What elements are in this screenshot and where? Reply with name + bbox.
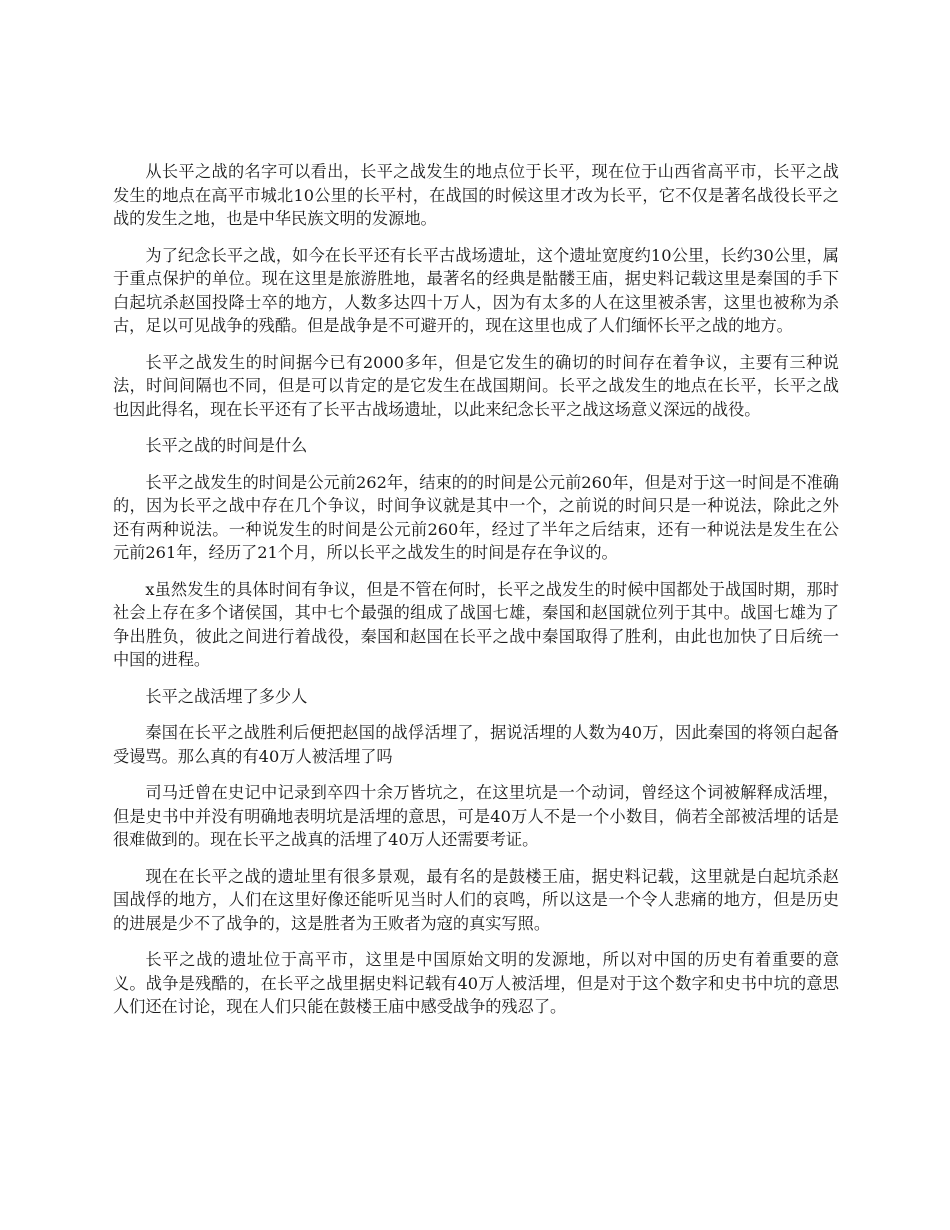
paragraph-7: 司马迁曾在史记中记录到卒四十余万皆坑之，在这里坑是一个动词，曾经这个词被解释成活埋，但是史书中并没有明确地表明坑是活埋的意思，可是40万人不是一个小数目，倘若全部被活埋的话是很难做到的。现在长平之战真的活埋了40万人还需要考证。 [113,783,839,849]
document-body [113,160,839,1032]
paragraph-9: 长平之战的遗址位于高平市，这里是中国原始文明的发源地，所以对中国的历史有着重要的意义。战争是残酷的，在长平之战里据史料记载有40万人被活埋，但是对于这个数字和史书中坑的意思人们还在讨论，现在人们只能在鼓楼王庙中感受战争的残忍了。 [113,950,839,1016]
section-heading-time: 长平之战的时间是什么 [145,436,308,455]
paragraph-1: 从长平之战的名字可以看出，长平之战发生的地点位于长平，现在位于山西省高平市，长平之战发生的地点在高平市城北10公里的长平村，在战国的时候这里才改为长平，它不仅是著名战役长平之战的发生之地，也是中华民族文明的发源地。 [113,162,839,228]
paragraph-6: 秦国在长平之战胜利后便把赵国的战俘活埋了，据说活埋的人数为40万，因此秦国的将领白起备受谩骂。那么真的有40万人被活埋了吗 [113,723,839,766]
paragraph-8: 现在在长平之战的遗址里有很多景观，最有名的是鼓楼王庙，据史料记载，这里就是白起坑杀赵国战俘的地方，人们在这里好像还能听见当时人们的哀鸣，所以这是一个令人悲痛的地方，但是历史的进展是少不了战争的，这是胜者为王败者为寇的真实写照。 [113,866,839,933]
paragraph-2: 为了纪念长平之战，如今在长平还有长平古战场遗址，这个遗址宽度约10公里，长约30公里，属于重点保护的单位。现在这里是旅游胜地，最著名的经典是骷髅王庙，据史料记载这里是秦国的手下白起坑杀赵国投降士卒的地方，人数多达四十万人，因为有太多的人在这里被杀害，这里也被称为杀古，足以可见战争的残酷。但是战争是不可避开的，现在这里也成了人们缅怀长平之战的地方。 [113,245,839,335]
paragraph-4: 长平之战发生的时间是公元前262年，结束的的时间是公元前260年，但是对于这一时间是不准确的，因为长平之战中存在几个争议，时间争议就是其中一个，之前说的时间只是一种说法，除此之外还有两种说法。一种说发生的时间是公元前260年，经过了半年之后结束，还有一种说法是发生在公元前261年，经历了21个月，所以长平之战发生的时间是存在争议的。 [113,472,839,562]
section-heading-buried: 长平之战活埋了多少人 [145,686,308,706]
paragraph-5: x虽然发生的具体时间有争议，但是不管在何时，长平之战发生的时候中国都处于战国时期，那时社会上存在多个诸侯国，其中七个最强的组成了战国七雄，秦国和赵国就位列于其中。战国七雄为了争出胜负，彼此之间进行着战役，秦国和赵国在长平之战中秦国取得了胜利，由此也加快了日后统一中国的进程。 [113,579,839,669]
paragraph-3: 长平之战发生的时间据今已有2000多年，但是它发生的确切的时间存在着争议，主要有三种说法，时间间隔也不同，但是可以肯定的是它发生在战国期间。长平之战发生的地点在长平，长平之战也因此得名，现在长平还有了长平古战场遗址，以此来纪念长平之战这场意义深远的战役。 [113,352,839,419]
